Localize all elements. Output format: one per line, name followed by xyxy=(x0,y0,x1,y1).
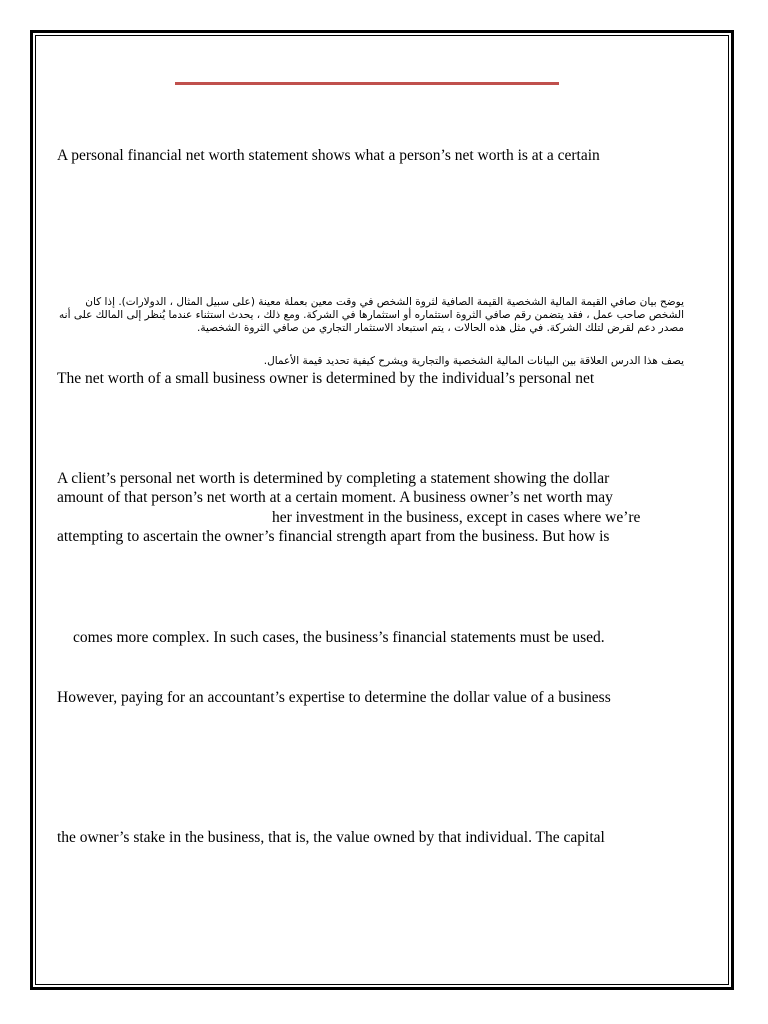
paragraph-client-line-1: A client’s personal net worth is determined by completing a statement showing the dollar xyxy=(57,470,610,487)
arabic-summary-line: يصف هذا الدرس العلاقة بين البيانات المالية الشخصية والتجارية ويشرح كيفية تحديد قيمة الأعمال. xyxy=(263,355,684,367)
arabic-paragraph: يوضح بيان صافي القيمة المالية الشخصية القيمة الصافية لثروة الشخص في وقت معين بعملة معينة (على سبيل المثال ، الدولارات). إذا كان الشخص صاحب عمل ، فقد يتضمن رقم صافي الثروة استثماره أو استثمارها في الشركة. ومع ذلك ، يحدث استثناء عندما يُنظر إلى المالك على أنه مصدر دعم لقرض لتلك الشركة. في مثل هذه الحالات ، يتم استبعاد الاستثمار التجاري من صافي الثروة الشخصية. xyxy=(59,296,684,334)
paragraph-more-complex: comes more complex. In such cases, the business’s financial statements must be used. xyxy=(73,629,605,646)
paragraph-client-line-4: attempting to ascertain the owner’s financial strength apart from the business. But how is xyxy=(57,528,610,545)
paragraph-small-business-owner: The net worth of a small business owner is determined by the individual’s personal net xyxy=(57,370,595,387)
paragraph-net-worth-statement: A personal financial net worth statement shows what a person’s net worth is at a certain xyxy=(57,147,600,164)
title-rule xyxy=(175,82,559,85)
paragraph-client-line-2: amount of that person’s net worth at a certain moment. A business owner’s net worth may xyxy=(57,489,613,506)
paragraph-owner-stake: the owner’s stake in the business, that is, the value owned by that individual. The capital xyxy=(57,829,605,846)
paragraph-client-line-3: her investment in the business, except in cases where we’re xyxy=(272,509,641,526)
paragraph-accountant-expertise: However, paying for an accountant’s expertise to determine the dollar value of a business xyxy=(57,689,611,706)
